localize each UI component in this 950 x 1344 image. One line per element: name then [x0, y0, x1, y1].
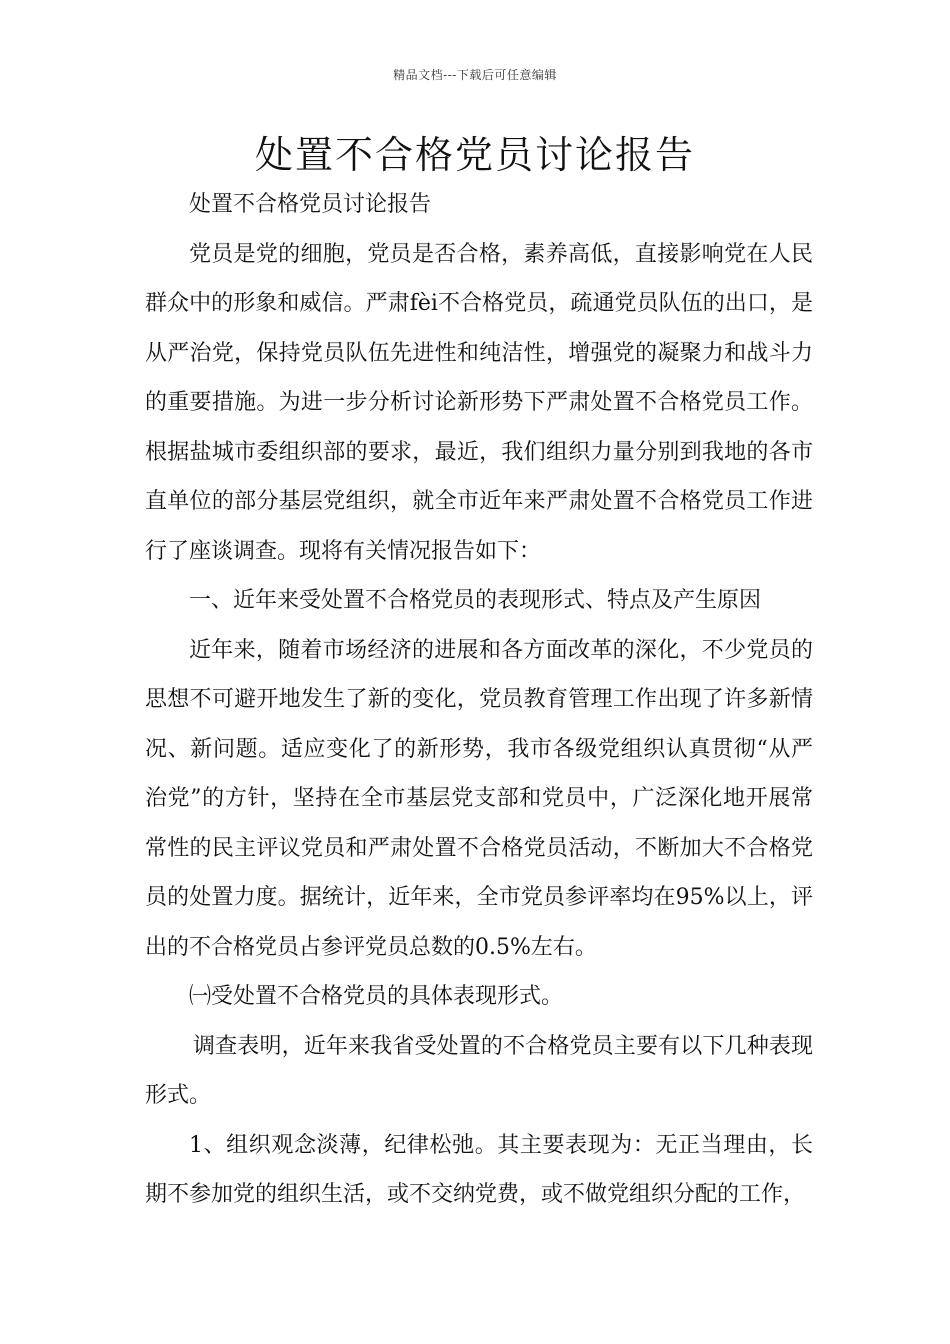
body-paragraph: 调查表明，近年来我省受处置的不合格党员主要有以下几种表现形式。 — [145, 1033, 813, 1108]
body-paragraph: 近年来，随着市场经济的进展和各方面改革的深化，不少党员的思想不可避开地发生了新的变化，党员教育管理工作出现了许多新情况、新问题。适应变化了的新形势，我市各级党组织认真贯彻“从严治党”的方针，坚持在全市基层党支部和党员中，广泛深化地开展常常性的民主评议党员和严肃处置不合格党员活动，不断加大不合格党员的处置力度。据统计，近年来，全市党员参评率均在95%以上，评出的不合格党员占参评党员总数的0.5%左右。 — [145, 637, 813, 960]
document-body — [145, 180, 813, 1220]
header-note: 精品文档---下载后可任意编辑 — [393, 68, 557, 82]
body-paragraph: 党员是党的细胞，党员是否合格，素养高低，直接影响党在人民群众中的形象和威信。严肃fèi不合格党员，疏通党员队伍的出口，是从严治党，保持党员队伍先进性和纯洁性，增强党的凝聚力和战斗力的重要措施。为进一步分析讨论新形势下严肃处置不合格党员工作。根据盐城市委组织部的要求，最近，我们组织力量分别到我地的各市直单位的部分基层党组织，就全市近年来严肃处置不合格党员工作进行了座谈调查。现将有关情况报告如下： — [145, 241, 813, 564]
document-title: 处置不合格党员讨论报告 — [254, 133, 695, 177]
section-heading: 一、近年来受处置不合格党员的表现形式、特点及产生原因 — [189, 588, 762, 613]
subtitle-paragraph: 处置不合格党员讨论报告 — [189, 192, 432, 217]
body-paragraph: 1、组织观念淡薄，纪律松弛。其主要表现为：无正当理由，长期不参加党的组织生活，或不交纳党费，或不做党组织分配的工作， — [145, 1132, 813, 1207]
subsection-heading: ㈠受处置不合格党员的具体表现形式。 — [189, 984, 564, 1009]
